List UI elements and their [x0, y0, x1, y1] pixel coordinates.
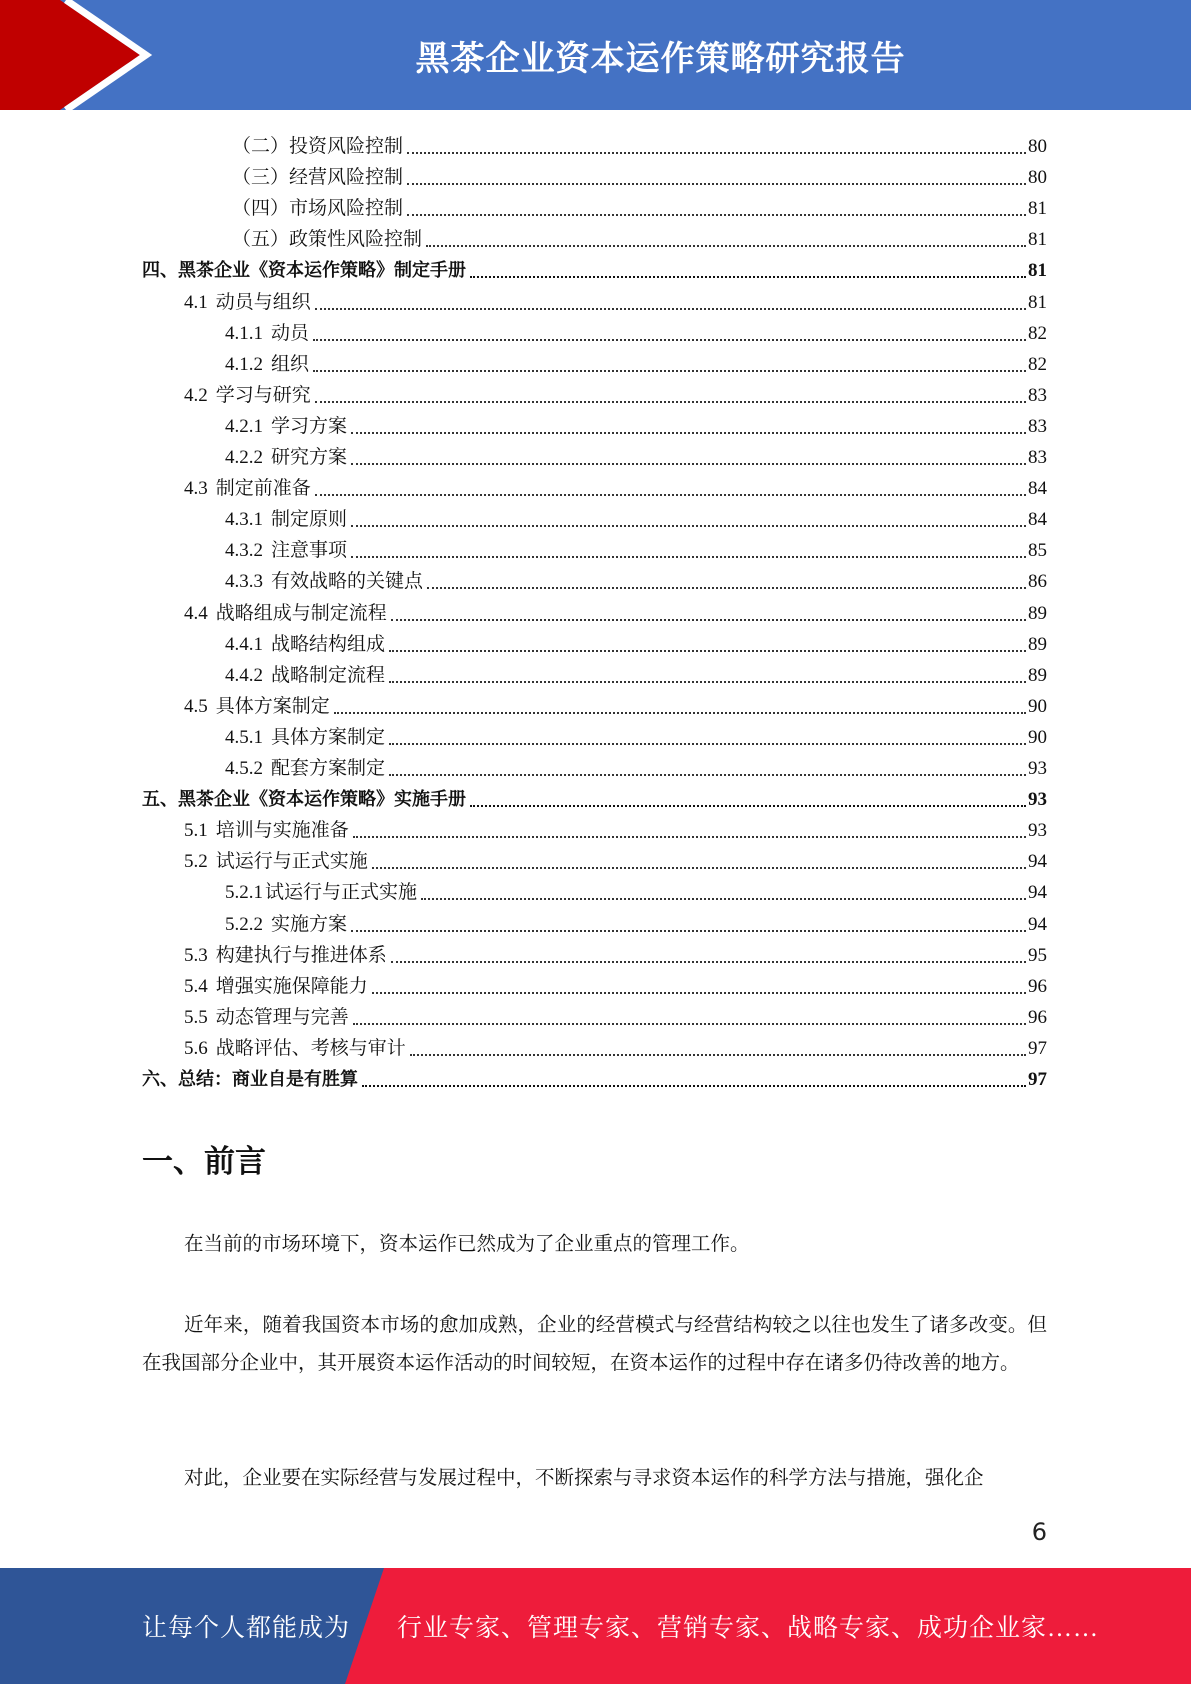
toc-entry[interactable]: [184, 968, 1047, 999]
toc-entry-number: 4.3.1: [225, 509, 263, 531]
body-paragraph-3: 对此，企业要在实际经营与发展过程中，不断探索与寻求资本运作的科学方法与措施，强化企: [184, 1468, 984, 1489]
toc-entry-label: [225, 633, 387, 657]
toc-dot-leader: [407, 152, 1026, 154]
toc-entry-page: 93: [1028, 758, 1047, 779]
toc-dot-leader: [391, 619, 1026, 621]
toc-dot-leader: [421, 898, 1026, 900]
toc-dot-leader: [351, 525, 1026, 527]
toc-entry[interactable]: [232, 159, 1047, 190]
toc-entry-number: 5.4: [184, 975, 208, 997]
toc-entry-label: [184, 819, 351, 843]
toc-entry-title: 制定原则: [271, 509, 348, 531]
toc-entry-page: 96: [1028, 975, 1047, 997]
toc-entry-page: 89: [1028, 633, 1047, 655]
toc-dot-leader: [407, 214, 1026, 216]
toc-entry[interactable]: [232, 221, 1047, 252]
toc-dot-leader: [389, 743, 1026, 745]
toc-entry-label: [232, 197, 405, 221]
toc-dot-leader: [315, 494, 1026, 496]
toc-entry-page: 80: [1028, 136, 1047, 157]
toc-entry-page: 81: [1028, 260, 1047, 282]
toc-entry-label: [225, 570, 425, 594]
toc-entry-label: [184, 1037, 408, 1061]
toc-entry-title: 学习与研究: [215, 384, 311, 406]
toc-entry-page: 84: [1028, 509, 1047, 531]
toc-entry-page: 84: [1028, 478, 1047, 500]
toc-entry-label: [225, 415, 349, 439]
toc-entry-page: 83: [1028, 415, 1047, 437]
toc-entry-page: 90: [1028, 726, 1047, 748]
toc-entry[interactable]: [225, 501, 1047, 532]
toc-entry-number: 5.5: [184, 1006, 208, 1028]
toc-entry-label: [184, 944, 389, 968]
toc-entry-title: 战略制定流程: [271, 664, 386, 686]
toc-entry-number: 4.3.3: [225, 571, 263, 593]
toc-entry[interactable]: [225, 563, 1047, 594]
toc-entry-number: 5.2.1: [225, 882, 263, 904]
toc-dot-leader: [391, 961, 1026, 963]
toc-entry[interactable]: [184, 843, 1047, 874]
toc-dot-leader: [315, 308, 1026, 310]
toc-entry-title: 试运行与正式实施: [265, 882, 418, 904]
toc-entry[interactable]: [142, 1061, 1047, 1092]
toc-entry-title: 实施方案: [271, 913, 348, 935]
toc-entry-label: [225, 881, 419, 905]
toc-entry-label: [184, 384, 313, 408]
toc-entry-number: 5.3: [184, 944, 208, 966]
toc-entry[interactable]: [184, 937, 1047, 968]
toc-entry-title: （四）市场风险控制: [232, 198, 404, 220]
toc-entry-label: [142, 1068, 360, 1092]
toc-entry-title: 注意事项: [271, 540, 348, 562]
toc-entry[interactable]: [184, 688, 1047, 719]
toc-entry-page: 81: [1028, 291, 1047, 313]
toc-dot-leader: [315, 401, 1026, 403]
toc-entry-title: 战略评估、考核与审计: [215, 1037, 406, 1059]
toc-entry-label: [225, 353, 311, 377]
toc-entry-label: [225, 446, 349, 470]
toc-entry-number: 4.3: [184, 478, 208, 500]
toc-entry-label: [225, 539, 349, 563]
toc-entry-label: [232, 228, 424, 252]
toc-entry-number: 4.2.1: [225, 415, 263, 437]
toc-entry-title: 具体方案制定: [215, 695, 330, 717]
toc-entry-page: 89: [1028, 602, 1047, 624]
toc-entry-page: 93: [1028, 789, 1047, 811]
toc-entry-number: 4.5: [184, 695, 208, 717]
toc-entry-page: 94: [1028, 851, 1047, 873]
toc-entry-label: [225, 913, 349, 937]
toc-entry-title: 培训与实施准备: [215, 820, 349, 842]
toc-entry-page: 89: [1028, 664, 1047, 686]
toc-entry-title: 增强实施保障能力: [215, 975, 368, 997]
footer-slogan-right: 行业专家、管理专家、营销专家、战略专家、成功企业家……: [397, 1615, 1100, 1642]
toc-dot-leader: [426, 245, 1026, 247]
toc-entry-title: 五、黑茶企业《资本运作策略》实施手册: [142, 789, 466, 811]
toc-entry-label: [225, 508, 349, 532]
toc-entry-page: 83: [1028, 447, 1047, 468]
toc-entry[interactable]: [225, 906, 1047, 937]
toc-entry[interactable]: [225, 315, 1047, 346]
toc-dot-leader: [470, 276, 1026, 278]
toc-dot-leader: [362, 1085, 1026, 1087]
toc-entry-label: [184, 1006, 351, 1030]
toc-entry-number: 5.1: [184, 820, 208, 842]
toc-entry-title: 六、总结：商业自是有胜算: [142, 1069, 358, 1090]
toc-entry-page: 85: [1028, 540, 1047, 562]
toc-entry[interactable]: [142, 781, 1047, 812]
toc-dot-leader: [389, 774, 1026, 776]
toc-entry-number: 4.5.2: [225, 758, 263, 779]
toc-dot-leader: [410, 1054, 1026, 1056]
toc-dot-leader: [389, 650, 1026, 652]
toc-entry-title: 战略结构组成: [271, 633, 386, 655]
toc-entry[interactable]: [184, 999, 1047, 1030]
toc-entry-page: 80: [1028, 167, 1047, 189]
toc-dot-leader: [372, 992, 1026, 994]
toc-entry-number: 5.2.2: [225, 913, 263, 935]
toc-entry-page: 95: [1028, 944, 1047, 966]
toc-entry-label: [225, 322, 311, 346]
toc-entry-label: [184, 695, 332, 719]
toc-entry[interactable]: [225, 657, 1047, 688]
toc-entry-number: 4.1: [184, 291, 208, 313]
toc-entry-number: 5.2: [184, 851, 208, 873]
toc-dot-leader: [427, 587, 1026, 589]
toc-entry-page: 86: [1028, 571, 1047, 593]
toc-entry-page: 94: [1028, 913, 1047, 935]
toc-dot-leader: [313, 370, 1026, 372]
toc-entry-title: 试运行与正式实施: [215, 851, 368, 873]
toc-entry-label: [142, 788, 468, 812]
toc-entry-title: （五）政策性风险控制: [232, 229, 423, 251]
toc-entry[interactable]: [225, 408, 1047, 439]
toc-entry[interactable]: [184, 812, 1047, 843]
toc-entry-number: 4.4: [184, 602, 208, 624]
toc-entry-title: （三）经营风险控制: [232, 167, 404, 189]
toc-entry-label: [184, 602, 389, 626]
toc-entry-title: 具体方案制定: [271, 726, 386, 748]
toc-entry-title: 四、黑茶企业《资本运作策略》制定手册: [142, 260, 466, 282]
toc-entry-page: 94: [1028, 882, 1047, 904]
toc-entry-title: 组织: [271, 353, 310, 375]
toc-entry-title: 有效战略的关键点: [271, 571, 424, 593]
toc-entry-number: 4.1.2: [225, 353, 263, 375]
report-title: 黑茶企业资本运作策略研究报告: [415, 38, 906, 79]
toc-entry-number: 4.2.2: [225, 447, 263, 468]
toc-entry-page: 82: [1028, 322, 1047, 344]
toc-entry-number: 5.6: [184, 1037, 208, 1059]
toc-dot-leader: [351, 463, 1026, 465]
toc-entry-number: 4.5.1: [225, 726, 263, 748]
toc-entry[interactable]: [225, 439, 1047, 470]
toc-entry[interactable]: [184, 595, 1047, 626]
body-paragraph-2: 近年来，随着我国资本市场的愈加成熟，企业的经营模式与经营结构较之以往也发生了诸多改变。但在我国部分企业中，其开展资本运作活动的时间较短，在资本运作的过程中存在诸多仍待改善的地方。: [142, 1315, 1047, 1374]
toc-entry-label: [142, 259, 468, 283]
toc-entry[interactable]: [225, 626, 1047, 657]
toc-entry-title: 战略组成与制定流程: [215, 602, 387, 624]
toc-entry-number: 4.2: [184, 384, 208, 406]
toc-entry-label: [184, 291, 313, 315]
toc-entry[interactable]: [232, 128, 1047, 159]
toc-entry-page: 97: [1028, 1069, 1047, 1090]
toc-dot-leader: [351, 930, 1026, 932]
toc-entry-page: 82: [1028, 353, 1047, 375]
toc-entry-label: [184, 850, 370, 874]
toc-entry-page: 96: [1028, 1006, 1047, 1028]
toc-entry-page: 81: [1028, 229, 1047, 251]
toc-entry[interactable]: [184, 470, 1047, 501]
toc-dot-leader: [372, 867, 1026, 869]
page-number: 6: [1031, 1518, 1047, 1546]
toc-dot-leader: [389, 681, 1026, 683]
toc-dot-leader: [313, 339, 1026, 341]
toc-entry[interactable]: [184, 377, 1047, 408]
toc-entry[interactable]: [225, 719, 1047, 750]
toc-entry-page: 93: [1028, 820, 1047, 842]
toc-entry-number: 4.3.2: [225, 540, 263, 562]
toc-entry-title: 动态管理与完善: [215, 1006, 349, 1028]
toc-entry[interactable]: [225, 532, 1047, 563]
toc-entry[interactable]: [142, 252, 1047, 283]
toc-entry-label: [184, 975, 370, 999]
toc-entry-page: 81: [1028, 198, 1047, 220]
page-header: [0, 0, 1191, 110]
toc-entry[interactable]: [225, 750, 1047, 781]
toc-dot-leader: [407, 183, 1026, 185]
toc-entry[interactable]: [225, 346, 1047, 377]
toc-entry-title: （二）投资风险控制: [232, 136, 404, 157]
toc-entry[interactable]: [184, 284, 1047, 315]
toc-entry-number: 4.4.2: [225, 664, 263, 686]
body-paragraph-1: 在当前的市场环境下，资本运作已然成为了企业重点的管理工作。: [184, 1234, 750, 1255]
toc-dot-leader: [334, 712, 1026, 714]
toc-entry-page: 83: [1028, 384, 1047, 406]
page-footer: [0, 1568, 1191, 1684]
toc-entry-title: 动员: [271, 322, 310, 344]
toc-entry-title: 配套方案制定: [271, 758, 386, 779]
toc-dot-leader: [353, 836, 1026, 838]
toc-entry-label: [225, 664, 387, 688]
toc-entry[interactable]: [184, 1030, 1047, 1061]
toc-entry-label: [232, 166, 405, 190]
section-heading: 一、前言: [142, 1144, 266, 1180]
toc-dot-leader: [353, 1023, 1026, 1025]
toc-entry-title: 制定前准备: [215, 478, 311, 500]
toc-entry-title: 研究方案: [271, 447, 348, 468]
footer-slogan-left: 让每个人都能成为: [142, 1615, 351, 1642]
toc-dot-leader: [470, 805, 1026, 807]
toc-entry[interactable]: [232, 190, 1047, 221]
toc-entry-number: 4.1.1: [225, 322, 263, 344]
toc-entry-label: [225, 757, 387, 781]
toc-entry-page: 97: [1028, 1037, 1047, 1059]
toc-entry-title: 构建执行与推进体系: [215, 944, 387, 966]
toc-dot-leader: [351, 432, 1026, 434]
toc-entry-title: 学习方案: [271, 415, 348, 437]
toc-entry-label: [232, 135, 405, 159]
toc-entry-page: 90: [1028, 695, 1047, 717]
toc-entry-title: 动员与组织: [215, 291, 311, 313]
toc-entry-number: 4.4.1: [225, 633, 263, 655]
toc-entry-label: [184, 477, 313, 501]
toc-dot-leader: [351, 556, 1026, 558]
toc-entry[interactable]: [225, 874, 1047, 905]
toc-entry-label: [225, 726, 387, 750]
